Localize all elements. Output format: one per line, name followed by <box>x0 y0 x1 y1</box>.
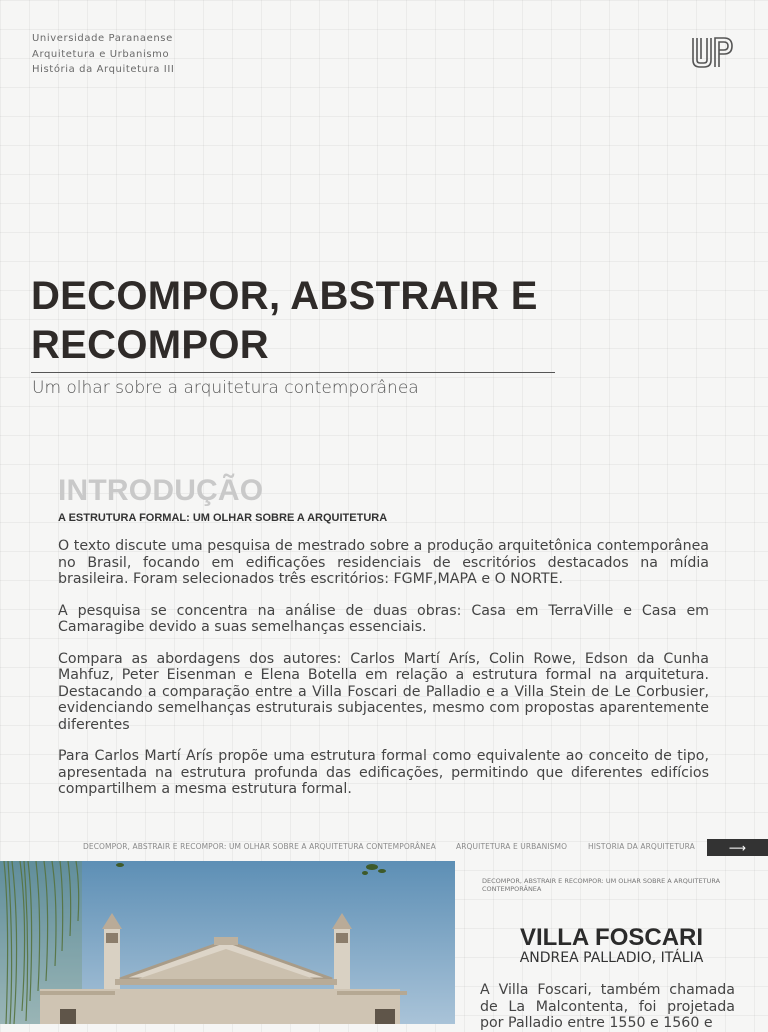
institution-name: Universidade Paranaense <box>32 33 173 44</box>
villa-foscari-photo <box>0 861 455 1024</box>
footer-course: ARQUITETURA E URBANISMO <box>456 842 568 851</box>
title-line-1: DECOMPOR, ABSTRAIR E <box>31 274 538 318</box>
intro-subheading: A ESTRUTURA FORMAL: UM OLHAR SOBRE A ARQUITETURA <box>58 512 388 524</box>
intro-paragraph: Para Carlos Martí Arís propõe uma estrutura formal como equivalente ao conceito de tipo, apresentada na estrutura profunda das edificações, permitindo que diferentes edifícios compartilhem a mesma estrutura formal. <box>58 748 709 797</box>
course-name: Arquitetura e Urbanismo <box>32 48 170 60</box>
arrow-right-icon: ⟶ <box>728 840 747 855</box>
intro-paragraph: Compara as abordagens dos autores: Carlos Martí Arís, Colin Rowe, Edson da Cunha Mahfuz, Peter Eisenman e Elena Botella em relação a estrutura formal na arquitetura. Destacando a comparação entre a Villa Foscari de Palladio e a Villa Stein de Le Corbusier, evidenciando semelhanças estruturais subjacentes, mesmo com propostas aparentemente diferentes <box>58 650 709 733</box>
title-line-2: RECOMPOR <box>31 323 269 367</box>
page-title <box>31 272 538 370</box>
intro-paragraph: A pesquisa se concentra na análise de duas obras: Casa em TerraVille e Casa em Camaragibe devido a suas semelhanças essenciais. <box>58 602 709 635</box>
page2-running-title: DECOMPOR, ABSTRAIR E RECOMPOR: UM OLHAR SOBRE A ARQUITETURA CONTEMPORÂNEA <box>482 877 721 893</box>
subject-name: História da Arquitetura III <box>32 64 175 75</box>
intro-heading: INTRODUÇÃO <box>58 474 264 507</box>
footer-running-title: DECOMPOR, ABSTRAIR E RECOMPOR: UM OLHAR SOBRE A ARQUITETURA CONTEMPORÂNEA <box>83 842 436 851</box>
header-institution-block <box>32 31 174 78</box>
next-page-button[interactable] <box>707 839 768 856</box>
university-logo-icon <box>690 36 734 70</box>
intro-body <box>58 538 709 813</box>
title-divider <box>31 372 555 373</box>
villa-subtitle: ANDREA PALLADIO, ITÁLIA <box>519 950 704 966</box>
footer-subject: HISTORIA DA ARQUITETURA <box>588 842 695 851</box>
villa-body-text: A Villa Foscari, também chamada de La Malcontenta, foi projetada por Palladio entre 1550 e 1560 e <box>480 982 735 1031</box>
villa-title: VILLA FOSCARI <box>519 924 704 951</box>
page-subtitle: Um olhar sobre a arquitetura contemporânea <box>32 378 419 398</box>
intro-paragraph: O texto discute uma pesquisa de mestrado sobre a produção arquitetônica contemporânea no Brasil, focando em edificações residenciais de escritórios destacados na mídia brasileira. Foram selecionados três escritórios: FGMF,MAPA e O NORTE. <box>58 538 709 587</box>
